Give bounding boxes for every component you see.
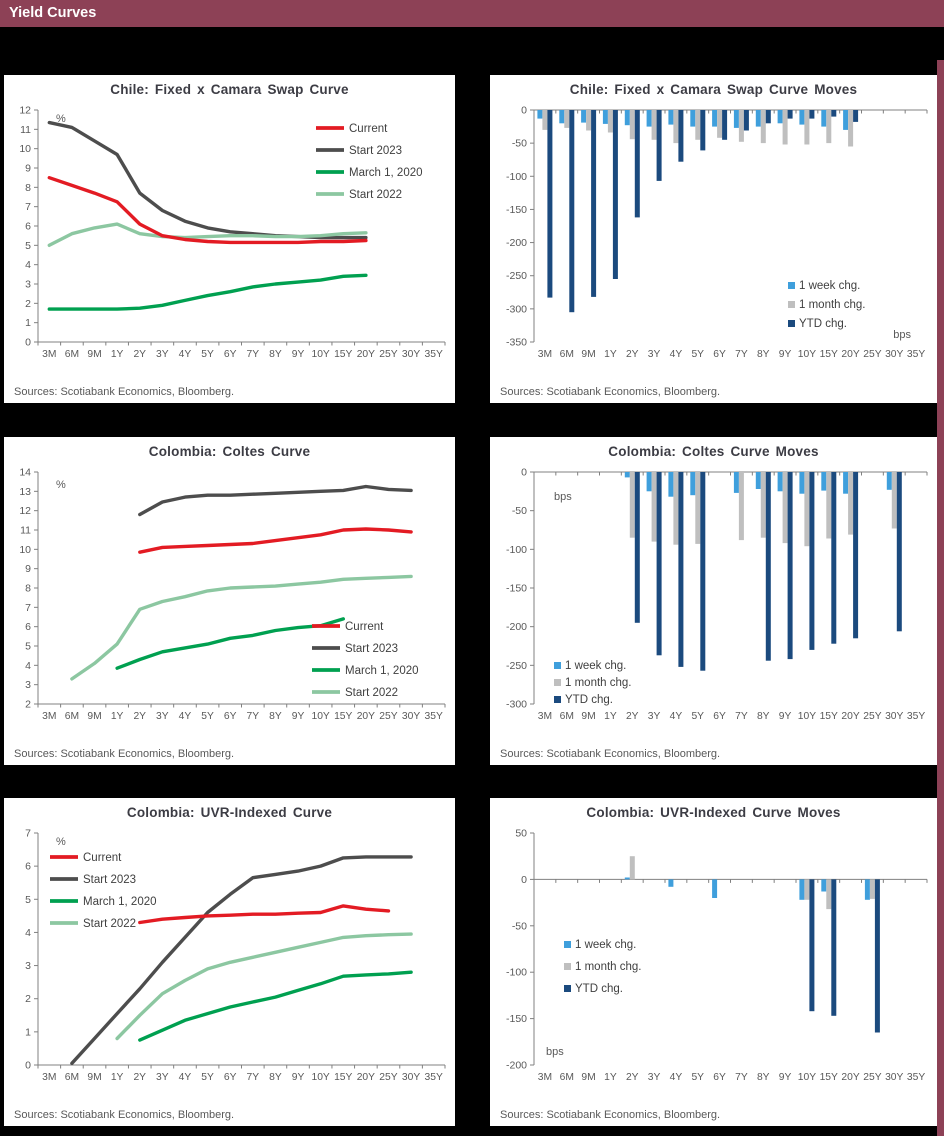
svg-text:3Y: 3Y [156, 711, 169, 722]
svg-text:March 1, 2020: March 1, 2020 [83, 896, 157, 908]
svg-text:-100: -100 [505, 966, 527, 979]
svg-text:6: 6 [25, 220, 31, 233]
svg-text:9: 9 [25, 162, 31, 175]
svg-text:-50: -50 [511, 505, 527, 518]
svg-text:6M: 6M [64, 711, 80, 722]
svg-text:20Y: 20Y [841, 1072, 860, 1083]
svg-text:6Y: 6Y [713, 711, 726, 722]
legend [312, 621, 419, 699]
legend [316, 123, 423, 201]
svg-text:3M: 3M [537, 711, 553, 722]
svg-text:4Y: 4Y [669, 1072, 683, 1083]
svg-text:25Y: 25Y [379, 1072, 398, 1083]
svg-text:9M: 9M [581, 711, 596, 722]
chart-title: Chile: Fixed x Camara Swap Curve Moves [569, 82, 858, 97]
axis-unit-label: % [56, 113, 66, 125]
svg-text:8Y: 8Y [756, 349, 770, 360]
svg-text:25Y: 25Y [379, 349, 398, 360]
svg-text:4: 4 [25, 659, 31, 672]
svg-text:30Y: 30Y [885, 711, 904, 722]
svg-text:2Y: 2Y [625, 349, 639, 360]
series-bars [542, 110, 853, 147]
series-line [140, 906, 389, 923]
svg-text:8Y: 8Y [756, 711, 770, 722]
svg-text:7: 7 [25, 601, 31, 614]
svg-text:Start 2023: Start 2023 [345, 643, 399, 655]
colombia-uvr-curve-chart [4, 821, 455, 1101]
panel-chile-swap-curve [4, 75, 455, 403]
svg-text:6M: 6M [64, 349, 80, 360]
svg-text:6: 6 [25, 860, 31, 873]
panel-colombia-uvr-curve-moves [490, 798, 937, 1126]
svg-text:-300: -300 [505, 303, 527, 316]
svg-text:12: 12 [19, 104, 31, 117]
svg-text:20Y: 20Y [841, 349, 860, 360]
svg-text:6Y: 6Y [713, 1072, 726, 1083]
svg-text:15Y: 15Y [819, 711, 838, 722]
svg-text:1Y: 1Y [604, 1072, 617, 1083]
svg-text:8: 8 [25, 582, 31, 595]
svg-text:1: 1 [25, 1026, 31, 1039]
svg-text:-50: -50 [511, 920, 527, 933]
svg-text:0: 0 [25, 336, 31, 349]
svg-text:Start 2023: Start 2023 [349, 145, 403, 157]
svg-text:4: 4 [25, 259, 31, 272]
svg-text:YTD chg.: YTD chg. [565, 694, 613, 706]
svg-text:5Y: 5Y [691, 349, 705, 360]
series-bars [809, 879, 880, 1032]
svg-text:4Y: 4Y [178, 711, 192, 722]
svg-text:10Y: 10Y [797, 711, 817, 722]
chart-title: Colombia: UVR-Indexed Curve Moves [586, 805, 841, 820]
svg-text:2Y: 2Y [133, 1072, 147, 1083]
svg-text:25Y: 25Y [863, 1072, 882, 1083]
svg-text:March 1, 2020: March 1, 2020 [349, 167, 423, 179]
sources-note: Sources: Scotiabank Economics, Bloomberg. [500, 386, 721, 398]
svg-text:13: 13 [19, 485, 31, 498]
svg-text:9M: 9M [87, 711, 102, 722]
svg-text:10Y: 10Y [311, 349, 330, 360]
svg-text:0: 0 [25, 1059, 31, 1072]
svg-text:6: 6 [25, 621, 31, 634]
panel-chile-swap-curve-moves [490, 75, 937, 403]
svg-text:1Y: 1Y [604, 349, 617, 360]
svg-text:4Y: 4Y [669, 711, 683, 722]
svg-text:8Y: 8Y [269, 349, 282, 360]
svg-text:0: 0 [521, 873, 527, 886]
page-title: Yield Curves [9, 5, 97, 21]
sources-note: Sources: Scotiabank Economics, Bloomberg. [14, 748, 235, 760]
svg-text:15Y: 15Y [334, 1072, 353, 1083]
svg-text:14: 14 [19, 466, 31, 479]
svg-text:11: 11 [20, 123, 31, 136]
svg-text:YTD chg.: YTD chg. [799, 318, 847, 330]
panel-colombia-coltes-curve-moves [490, 437, 937, 765]
svg-text:50: 50 [515, 827, 527, 840]
legend [788, 280, 865, 330]
svg-text:-200: -200 [505, 1059, 527, 1072]
svg-text:-300: -300 [505, 698, 527, 711]
axis-unit-label: % [56, 836, 66, 848]
svg-text:6Y: 6Y [713, 349, 726, 360]
svg-text:-150: -150 [505, 582, 527, 595]
series-bars [537, 110, 848, 130]
svg-text:1 week chg.: 1 week chg. [565, 660, 627, 672]
svg-text:5Y: 5Y [201, 349, 214, 360]
svg-text:Start 2022: Start 2022 [345, 687, 399, 699]
svg-text:11: 11 [20, 524, 31, 537]
svg-text:10: 10 [19, 143, 31, 156]
svg-text:6M: 6M [559, 711, 574, 722]
svg-text:7: 7 [25, 827, 31, 840]
colombia-uvr-curve-moves-chart [490, 821, 937, 1101]
legend [554, 660, 631, 706]
svg-text:20Y: 20Y [356, 711, 376, 722]
svg-text:6M: 6M [559, 1072, 574, 1083]
svg-text:8Y: 8Y [269, 711, 282, 722]
axes [506, 105, 927, 361]
svg-text:7Y: 7Y [246, 349, 260, 360]
svg-text:10Y: 10Y [311, 711, 330, 722]
svg-text:-150: -150 [505, 203, 527, 216]
svg-text:7Y: 7Y [735, 711, 748, 722]
axes [19, 467, 445, 723]
svg-text:20Y: 20Y [356, 349, 376, 360]
svg-text:15Y: 15Y [334, 349, 353, 360]
svg-text:4: 4 [25, 926, 31, 939]
svg-text:-100: -100 [505, 543, 527, 556]
svg-text:25Y: 25Y [379, 711, 398, 722]
series-line [140, 487, 411, 515]
svg-text:1 month chg.: 1 month chg. [799, 299, 866, 311]
svg-text:1 week chg.: 1 week chg. [575, 939, 637, 951]
svg-text:-250: -250 [505, 659, 527, 672]
svg-text:5Y: 5Y [201, 711, 214, 722]
svg-text:8Y: 8Y [756, 1072, 770, 1083]
svg-text:-200: -200 [505, 237, 527, 250]
svg-text:30Y: 30Y [401, 1072, 421, 1083]
svg-text:35Y: 35Y [906, 711, 926, 722]
svg-text:5Y: 5Y [201, 1072, 214, 1083]
axes [506, 828, 927, 1084]
svg-text:3M: 3M [42, 711, 57, 722]
svg-text:-200: -200 [505, 621, 527, 634]
section-header-bar [0, 0, 944, 27]
svg-text:15Y: 15Y [334, 711, 353, 722]
axis-unit-label: bps [554, 491, 572, 503]
svg-text:15Y: 15Y [819, 349, 838, 360]
sources-note: Sources: Scotiabank Economics, Bloomberg. [500, 748, 721, 760]
svg-text:7Y: 7Y [246, 711, 260, 722]
svg-text:3: 3 [25, 960, 31, 973]
svg-text:7Y: 7Y [246, 1072, 260, 1083]
svg-text:-50: -50 [511, 137, 527, 150]
svg-text:1: 1 [25, 317, 31, 330]
svg-text:Current: Current [345, 621, 384, 633]
svg-text:8Y: 8Y [269, 1072, 282, 1083]
sources-note: Sources: Scotiabank Economics, Bloomberg. [500, 1109, 721, 1121]
svg-text:5Y: 5Y [691, 711, 705, 722]
svg-text:9Y: 9Y [291, 349, 305, 360]
svg-text:YTD chg.: YTD chg. [575, 983, 623, 995]
svg-text:2Y: 2Y [133, 349, 147, 360]
svg-text:Start 2023: Start 2023 [83, 874, 137, 886]
chart-title: Colombia: Coltes Curve Moves [608, 444, 819, 459]
svg-text:9: 9 [25, 563, 31, 576]
svg-text:-350: -350 [505, 336, 527, 349]
svg-text:2: 2 [25, 698, 31, 711]
colombia-coltes-curve-moves-chart [490, 460, 937, 740]
svg-text:5: 5 [25, 239, 31, 252]
svg-text:3Y: 3Y [647, 1072, 661, 1083]
svg-text:-100: -100 [505, 170, 527, 183]
chart-title: Chile: Fixed x Camara Swap Curve [110, 82, 349, 97]
svg-text:3: 3 [25, 278, 31, 291]
svg-text:1 week chg.: 1 week chg. [799, 280, 861, 292]
svg-text:March 1, 2020: March 1, 2020 [345, 665, 419, 677]
svg-text:3Y: 3Y [647, 349, 661, 360]
svg-text:8: 8 [25, 181, 31, 194]
chart-title: Colombia: Coltes Curve [148, 444, 311, 459]
svg-text:35Y: 35Y [424, 1072, 443, 1083]
svg-text:9Y: 9Y [291, 1072, 305, 1083]
svg-text:0: 0 [521, 466, 527, 479]
svg-text:3: 3 [25, 679, 31, 692]
legend [50, 852, 157, 930]
svg-text:30Y: 30Y [401, 349, 421, 360]
svg-text:6Y: 6Y [223, 349, 237, 360]
svg-text:30Y: 30Y [401, 711, 421, 722]
svg-text:1 month chg.: 1 month chg. [575, 961, 642, 973]
axis-unit-label: bps [893, 329, 911, 341]
series-line [140, 529, 411, 552]
svg-text:9M: 9M [581, 349, 596, 360]
svg-text:10Y: 10Y [797, 349, 817, 360]
series-line [49, 178, 366, 243]
svg-text:5: 5 [25, 640, 31, 653]
panel-colombia-uvr-curve [4, 798, 455, 1126]
svg-text:10: 10 [19, 543, 31, 556]
chile-swap-curve-moves-chart [490, 98, 937, 378]
svg-text:3Y: 3Y [647, 711, 661, 722]
svg-text:Start 2022: Start 2022 [83, 918, 137, 930]
legend [564, 939, 641, 995]
svg-text:12: 12 [19, 505, 31, 518]
svg-text:1Y: 1Y [604, 711, 617, 722]
svg-text:2Y: 2Y [133, 711, 147, 722]
svg-text:2: 2 [25, 297, 31, 310]
colombia-coltes-curve-chart [4, 460, 455, 740]
svg-text:6Y: 6Y [223, 1072, 237, 1083]
svg-text:1Y: 1Y [110, 1072, 124, 1083]
svg-text:2Y: 2Y [625, 1072, 639, 1083]
svg-text:4Y: 4Y [178, 349, 192, 360]
svg-text:6Y: 6Y [223, 711, 237, 722]
svg-text:-150: -150 [505, 1013, 527, 1026]
svg-text:2Y: 2Y [625, 711, 639, 722]
svg-text:7Y: 7Y [735, 349, 748, 360]
svg-text:10Y: 10Y [311, 1072, 330, 1083]
series-line [117, 934, 411, 1038]
svg-text:3Y: 3Y [156, 349, 169, 360]
svg-text:4Y: 4Y [178, 1072, 192, 1083]
svg-text:25Y: 25Y [863, 349, 882, 360]
svg-text:30Y: 30Y [885, 1072, 904, 1083]
svg-text:7Y: 7Y [735, 1072, 748, 1083]
svg-text:3M: 3M [537, 1072, 553, 1083]
svg-text:9Y: 9Y [778, 1072, 792, 1083]
svg-text:9M: 9M [87, 1072, 102, 1083]
svg-text:3M: 3M [42, 1072, 57, 1083]
series-line [117, 619, 343, 668]
axis-unit-label: bps [546, 1046, 564, 1058]
svg-text:35Y: 35Y [424, 711, 443, 722]
svg-text:6M: 6M [559, 349, 574, 360]
svg-text:10Y: 10Y [797, 1072, 817, 1083]
axis-unit-label: % [56, 479, 66, 491]
svg-text:3M: 3M [42, 349, 57, 360]
svg-text:1Y: 1Y [110, 349, 124, 360]
right-accent-bar [937, 60, 944, 1136]
svg-text:7: 7 [25, 201, 31, 214]
svg-text:35Y: 35Y [906, 349, 926, 360]
svg-text:20Y: 20Y [841, 711, 860, 722]
svg-text:9Y: 9Y [778, 711, 792, 722]
svg-text:20Y: 20Y [356, 1072, 376, 1083]
panel-colombia-coltes-curve [4, 437, 455, 765]
svg-text:4Y: 4Y [669, 349, 683, 360]
svg-text:Current: Current [83, 852, 122, 864]
svg-text:35Y: 35Y [906, 1072, 926, 1083]
svg-text:1 month chg.: 1 month chg. [565, 677, 632, 689]
svg-text:-250: -250 [505, 270, 527, 283]
sources-note: Sources: Scotiabank Economics, Bloomberg. [14, 386, 235, 398]
svg-text:6M: 6M [64, 1072, 80, 1083]
svg-text:1Y: 1Y [110, 711, 124, 722]
svg-text:Current: Current [349, 123, 388, 135]
svg-text:0: 0 [521, 104, 527, 117]
series-line [49, 275, 366, 309]
svg-text:3M: 3M [537, 349, 553, 360]
series-line [49, 123, 366, 238]
svg-text:5: 5 [25, 893, 31, 906]
svg-text:15Y: 15Y [819, 1072, 838, 1083]
svg-text:3Y: 3Y [156, 1072, 169, 1083]
chart-title: Colombia: UVR-Indexed Curve [126, 805, 333, 820]
svg-text:35Y: 35Y [424, 349, 443, 360]
svg-text:9Y: 9Y [778, 349, 792, 360]
sources-note: Sources: Scotiabank Economics, Bloomberg. [14, 1109, 235, 1121]
chile-swap-curve-chart [4, 98, 455, 378]
svg-text:30Y: 30Y [885, 349, 904, 360]
svg-text:25Y: 25Y [863, 711, 882, 722]
svg-text:9Y: 9Y [291, 711, 305, 722]
svg-text:5Y: 5Y [691, 1072, 705, 1083]
svg-text:9M: 9M [87, 349, 102, 360]
svg-text:9M: 9M [581, 1072, 596, 1083]
svg-text:2: 2 [25, 993, 31, 1006]
svg-text:Start 2022: Start 2022 [349, 189, 403, 201]
